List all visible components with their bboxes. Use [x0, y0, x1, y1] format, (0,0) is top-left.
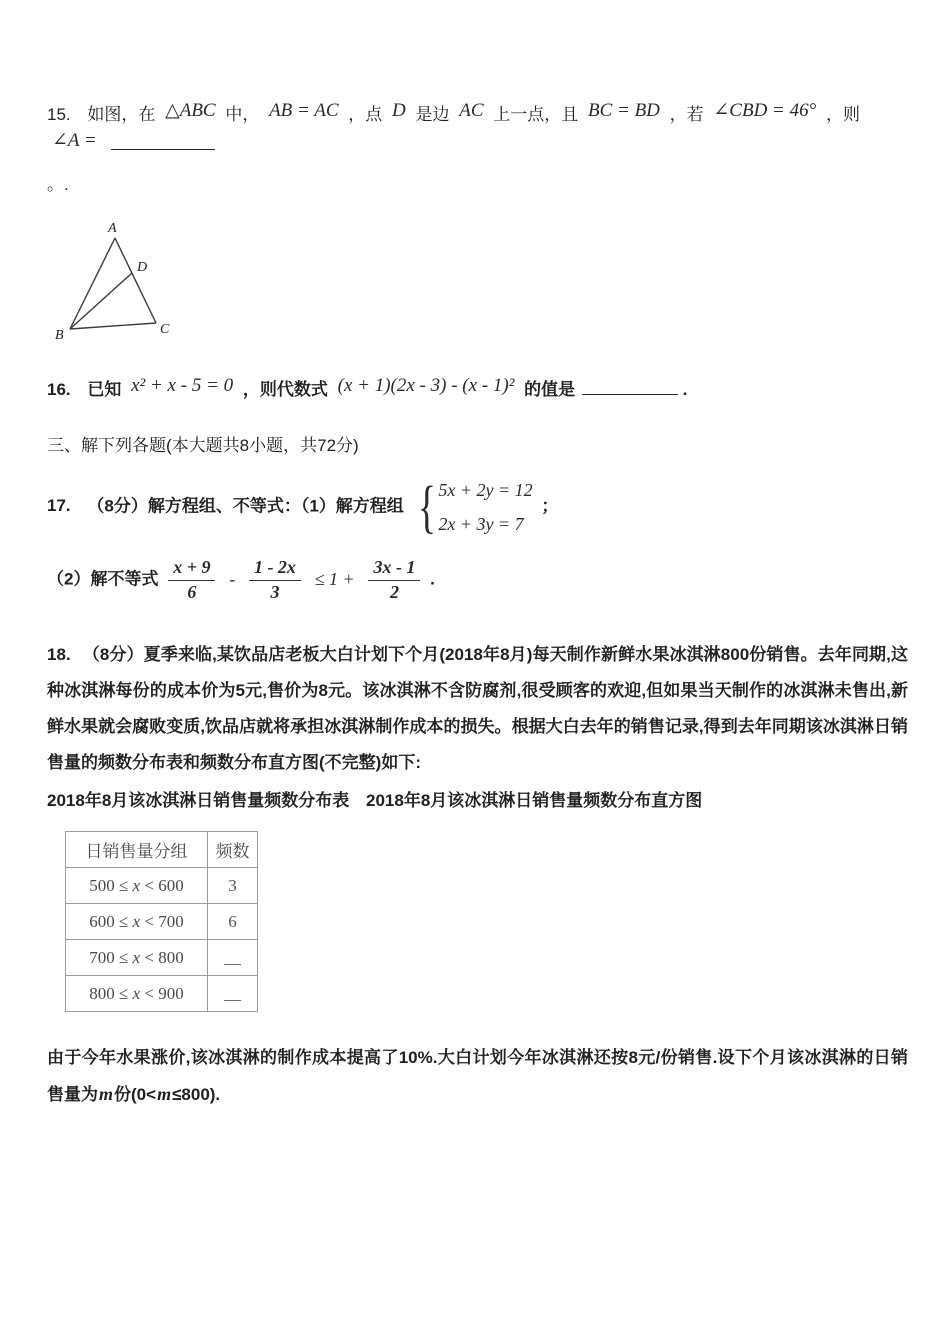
- question-15-text: 如图，在: [87, 105, 156, 124]
- math-quadratic: x² + x - 5 = 0: [131, 375, 234, 396]
- math-algebraic-expression: (x + 1)(2x - 3) - (x - 1)²: [337, 375, 515, 396]
- equation-2: 2x + 3y = 7: [438, 514, 524, 534]
- table-row: [66, 904, 258, 940]
- fraction-1: [168, 557, 215, 603]
- answer-blank: [111, 132, 215, 150]
- left-brace: {: [417, 474, 436, 539]
- histogram-caption: 2018年8月该冰淇淋日销售量频数分布直方图: [366, 791, 703, 811]
- math-variable-m: m: [99, 1084, 114, 1105]
- fraction-3-denominator: 2: [389, 581, 399, 602]
- table-cell-frequency: 3: [208, 868, 258, 904]
- table-cell-frequency: 6: [208, 904, 258, 940]
- section-3-title: [47, 431, 908, 461]
- leq-operator: ≤ 1 +: [314, 568, 355, 589]
- question-17-separator: ；: [541, 496, 559, 516]
- question-16-text: 已知: [87, 380, 122, 399]
- question-15-number: 15.: [47, 105, 71, 124]
- question-15: [47, 100, 908, 160]
- range-text: < 900: [140, 983, 184, 1003]
- final-text: 由于今年水果涨价,该冰淇淋的制作成本提高了10%.大白计划今年冰淇淋还按8元/份销售.设下个月该冰淇淋的日销售量为: [47, 1048, 908, 1105]
- math-angle-cbd: ∠CBD = 46°: [713, 100, 817, 121]
- question-15-text: 上一点，且: [493, 105, 579, 124]
- question-15-period: 。.: [47, 175, 69, 194]
- math-ab-eq-ac: AB = AC: [269, 100, 339, 121]
- question-18-captions: [47, 785, 908, 817]
- table-row: [66, 940, 258, 976]
- question-16-text: ，则代数式: [242, 380, 328, 399]
- segment-bd: [70, 273, 132, 329]
- math-triangle-abc: △ABC: [165, 100, 216, 121]
- question-15-text: 中，: [225, 105, 260, 124]
- table-cell-group: [66, 976, 208, 1012]
- vertex-label-a: A: [108, 221, 117, 236]
- question-18-number: 18.: [47, 645, 71, 665]
- question-16-period: .: [682, 380, 688, 399]
- math-bc-eq-bd: BC = BD: [587, 100, 660, 121]
- fraction-1-denominator: 6: [187, 581, 197, 602]
- table-cell-group: [66, 940, 208, 976]
- math-point-d: D: [392, 100, 406, 121]
- fraction-2-denominator: 3: [270, 581, 280, 602]
- question-18-body: （8分）夏季来临,某饮品店老板大白计划下个月(2018年8月)每天制作新鲜水果冰淇淋800份销售。去年同期,这种冰淇淋每份的成本价为5元,售价为8元。该冰淇淋不含防腐剂,很受顾客的欢迎,但如果当天制作的冰淇淋未售出,新鲜水果就会腐败变质,饮品店就将承担冰淇淋制作成本的损失。根据大白去年的销售记录,得到去年同期该冰淇淋日销售量的频数分布表和频数分布直方图(不完整)如下:: [47, 645, 908, 773]
- final-text: ≤800).: [172, 1085, 221, 1105]
- header-group: 日销售量分组: [66, 832, 208, 868]
- table-row: [66, 868, 258, 904]
- question-17-period: .: [430, 569, 435, 589]
- question-18: [47, 637, 908, 781]
- triangle-svg: [53, 216, 223, 348]
- triangle-figure: [53, 216, 908, 353]
- question-16-number: 16.: [47, 380, 71, 399]
- table-row: [66, 976, 258, 1012]
- system-equations: [438, 475, 532, 539]
- section-3-title-text: 三、解下列各题(本大题共8小题，共72分): [47, 436, 359, 455]
- question-17-part2-text: （2）解不等式: [47, 569, 159, 589]
- question-17: [47, 475, 908, 539]
- frequency-table: [65, 831, 258, 1012]
- range-text: < 700: [140, 911, 184, 931]
- range-text: 700 ≤: [89, 947, 133, 967]
- fraction-2-numerator: 1 - 2x: [249, 557, 301, 581]
- minus-operator: -: [229, 568, 236, 589]
- question-15-text: ，若: [669, 105, 704, 124]
- range-text: 500 ≤: [89, 875, 133, 895]
- math-side-ac: AC: [459, 100, 484, 121]
- fraction-1-numerator: x + 9: [168, 557, 215, 581]
- equation-1: 5x + 2y = 12: [438, 480, 533, 500]
- vertex-label-c: C: [160, 322, 170, 337]
- question-15-text: 是边: [415, 105, 450, 124]
- range-variable: x: [132, 875, 141, 895]
- range-variable: x: [132, 947, 141, 967]
- question-15-text: ，则: [825, 105, 860, 124]
- math-variable-m: m: [157, 1084, 172, 1105]
- fraction-2: [249, 557, 301, 603]
- range-text: 600 ≤: [89, 911, 133, 931]
- question-15-tail: [47, 170, 908, 200]
- point-label-d: D: [137, 260, 148, 275]
- question-16-text: 的值是: [524, 380, 576, 399]
- equation-system: [413, 475, 533, 539]
- question-18-final-paragraph: [47, 1040, 908, 1113]
- fraction-3: [368, 557, 420, 603]
- fraction-3-numerator: 3x - 1: [368, 557, 420, 581]
- range-text: 800 ≤: [89, 983, 133, 1003]
- answer-blank: [582, 377, 678, 395]
- edge-ab: [70, 238, 115, 329]
- table-cell-frequency-blank: __: [208, 940, 258, 976]
- question-17-part2: [47, 557, 908, 603]
- header-frequency: 频数: [208, 832, 258, 868]
- range-variable: x: [132, 983, 141, 1003]
- table-cell-group: [66, 904, 208, 940]
- range-variable: x: [132, 911, 141, 931]
- question-17-number: 17.: [47, 496, 71, 516]
- table-header-row: [66, 832, 258, 868]
- range-text: < 800: [140, 947, 184, 967]
- table-caption: 2018年8月该冰淇淋日销售量频数分布表: [47, 791, 350, 811]
- range-text: < 600: [140, 875, 184, 895]
- final-text: 份(0<: [114, 1085, 157, 1105]
- math-angle-a: ∠A =: [52, 130, 97, 151]
- edge-bc: [70, 323, 156, 329]
- edge-ac: [115, 238, 156, 323]
- table-cell-frequency-blank: __: [208, 976, 258, 1012]
- question-16: [47, 375, 908, 405]
- vertex-label-b: B: [55, 328, 64, 343]
- table-cell-group: [66, 868, 208, 904]
- question-17-text: （8分）解方程组、不等式：（1）解方程组: [87, 496, 404, 516]
- question-15-text: ，点: [348, 105, 383, 124]
